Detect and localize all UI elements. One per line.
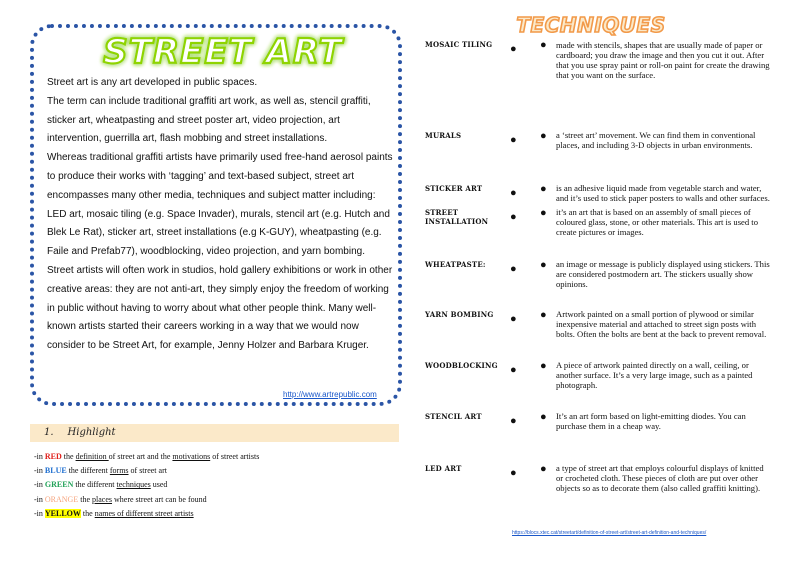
highlight-title: Highlight [67, 427, 116, 438]
media-paragraph: Whereas traditional graffiti artists have primarily used free-hand aerosol paints to produce their works with ‘tagging’ and text-based subject, street art encompasses many other media, techniques and subject matter including: LED art, mosaic tiling (e.g. Space Invader), murals, stencil art (e.g. Hutch and Blek Le Rat), sticker art, street installations (e.g K-GUY), wheatpasting (e.g. Faile and Prefab77), woodblocking, video projection, and yarn bombing. [47, 152, 393, 258]
term-woodblocking: WOODBLOCKING [425, 361, 498, 370]
highlight-item-green [34, 478, 259, 492]
color-word-yellow: YELLOW [44, 508, 81, 518]
item-underlined: names of different street artists [94, 508, 194, 518]
definition-6: Artwork painted on a small portion of plywood or similar inexpensive material and attached to street sign posts with bolts. Often the bolts are bent at the back to prevent removal. [556, 309, 767, 340]
bullet-icon: ● [510, 313, 517, 325]
bullet-icon: ● [510, 43, 517, 55]
item-prefix: -in [34, 452, 45, 461]
street-art-title-text: STREET ART [103, 32, 343, 72]
item-text: the different [73, 480, 117, 490]
term-wheatpaste: WHEATPASTE: [425, 260, 486, 269]
highlight-item-yellow [34, 507, 259, 521]
bullet-icon: ● [540, 360, 547, 372]
highlight-list [34, 450, 259, 521]
highlight-item-orange [34, 493, 259, 507]
techniques-graffiti-title [516, 10, 666, 38]
color-word-green: GREEN [44, 480, 74, 490]
color-word-blue: BLUE [44, 466, 67, 476]
bullet-icon: ● [510, 187, 517, 199]
street-art-body [47, 74, 397, 356]
street-art-graffiti-title [103, 28, 343, 74]
term-paragraph: The term can include traditional graffiti art work, as well as, stencil graffiti, sticker art, wheatpasting and street poster art, video projection, art intervention, guerrilla art, flash mobbing and street installations. [47, 95, 371, 145]
blocs-xtec-reference-link[interactable]: https://blocs.xtec.cat/streetart/definition-of-street-art/street-art-definition-and-techniques/ [512, 530, 707, 536]
item-text: the [61, 452, 76, 461]
color-word-orange: ORANGE [44, 494, 79, 504]
bullet-icon: ● [510, 134, 517, 146]
bullet-icon: ● [540, 259, 547, 271]
bullet-icon: ● [540, 183, 547, 195]
highlight-number: 1. [44, 427, 54, 438]
bullet-icon: ● [510, 263, 517, 275]
item-text: the [80, 508, 95, 518]
bullet-icon: ● [540, 309, 547, 321]
term-murals: MURALS [425, 131, 462, 140]
intro-paragraph: Street art is any art developed in public spaces. [47, 77, 258, 88]
bullet-icon: ● [510, 211, 517, 223]
color-word-red: RED [44, 452, 62, 461]
item-text: used [150, 480, 168, 490]
bullet-icon: ● [540, 39, 547, 51]
bullet-icon: ● [540, 130, 547, 142]
item-text: where street art can be found [112, 494, 207, 504]
term-led-art: LED ART [425, 464, 462, 473]
highlight-heading [44, 427, 116, 438]
item-underlined: techniques [116, 480, 151, 490]
definition-4: it’s an art that is based on an assembly of small pieces of coloured glass, stone, or other materials. This art is used to create pictures or images. [556, 207, 758, 238]
definition-8: It’s an art form based on light-emitting diodes. You can purchase them in a cheap way. [556, 411, 746, 432]
item-underlined: places [92, 494, 113, 504]
item-text: of street art and the [108, 452, 173, 461]
highlight-item-blue [34, 464, 259, 478]
term-street-installation: STREET INSTALLATION [425, 208, 489, 226]
definition-5: an image or message is publicly displayed using stickers. This are considered postmodern art. The stickers usually show opinions. [556, 259, 770, 290]
item-text: of street artists [210, 452, 260, 461]
bullet-icon: ● [510, 467, 517, 479]
artrepublic-link[interactable]: http://www.artrepublic.com [283, 390, 377, 399]
bullet-icon: ● [540, 411, 547, 423]
item-prefix: -in [34, 480, 45, 490]
item-prefix: -in [34, 494, 45, 504]
item-prefix: -in [34, 508, 45, 518]
bullet-icon: ● [510, 364, 517, 376]
definition-7: A piece of artwork painted directly on a wall, ceiling, or another surface. It’s a very large image, such as a painted photograph. [556, 360, 753, 391]
bullet-icon: ● [540, 207, 547, 219]
term-sticker-art: STICKER ART [425, 184, 483, 193]
item-text: the [78, 494, 93, 504]
definition-2: a ‘street art’ movement. We can find them in conventional places, and including 3-D objects in urban environments. [556, 130, 756, 151]
item-prefix: -in [34, 466, 45, 476]
term-mosaic-tiling: MOSAIC TILING [425, 40, 493, 49]
term-yarn-bombing: YARN BOMBING [425, 310, 494, 319]
definition-1: made with stencils, shapes that are usually made of paper or cardboard; you draw the image and then you cut it out. After that you use spray paint or roll-on paint for create the drawing that you want on the surface. [556, 40, 770, 81]
item-text: the different [66, 466, 110, 476]
item-text: of street art [128, 466, 167, 476]
item-underlined: definition [75, 452, 109, 461]
highlight-item-red [34, 450, 259, 464]
definition-3: is an adhesive liquid made from vegetable starch and water, and it’s used to stick paper posters to walls and other surfaces. [556, 183, 770, 204]
bullet-icon: ● [510, 415, 517, 427]
item-underlined: forms [109, 466, 129, 476]
artists-paragraph: Street artists will often work in studios, hold gallery exhibitions or work in other creative areas: they are not anti-art, they simply enjoy the freedom of working in public without having to worry about what other people think. Many well-known artists started their careers working in a way that we would now consider to be Street Art, for example, Jenny Holzer and Barbara Kruger. [47, 264, 393, 352]
bullet-icon: ● [540, 463, 547, 475]
definition-9: a type of street art that employs colourful displays of knitted or crocheted cloth. These pieces of cloth are put over other objects so as to decorate them (also called graffiti knitting). [556, 463, 764, 494]
item-underlined: motivations [172, 452, 211, 461]
techniques-title-text: TECHNIQUES [516, 13, 666, 37]
term-stencil-art: STENCIL ART [425, 412, 482, 421]
